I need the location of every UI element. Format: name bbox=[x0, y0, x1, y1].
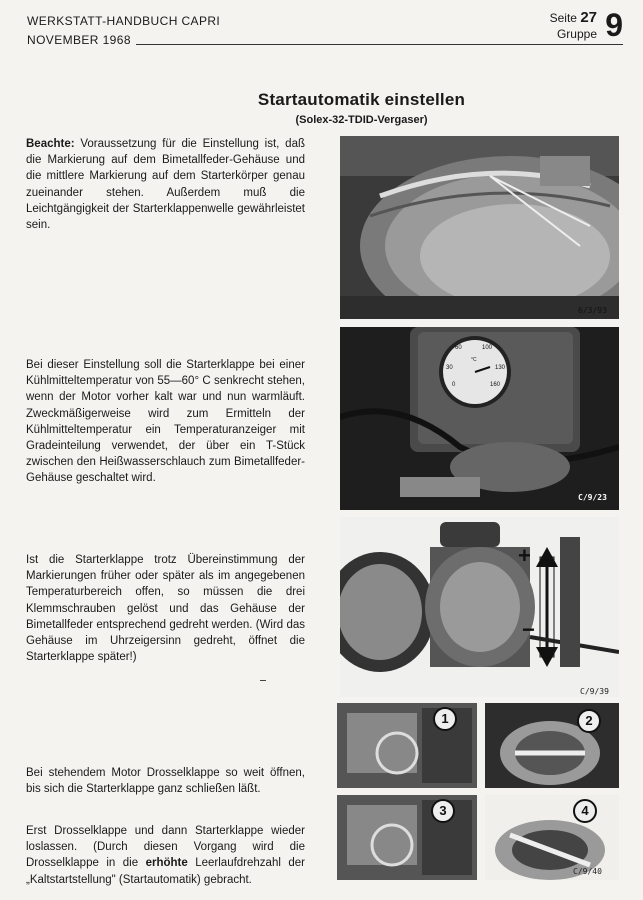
release-text-b: Leerlaufdrehzahl der „Kaltstartstellung" (Startautomatik) gebracht. bbox=[26, 857, 305, 886]
page-number: 27 bbox=[580, 9, 597, 26]
photo-step-4 bbox=[485, 795, 619, 880]
gauge-tick-130: 130 bbox=[495, 365, 506, 371]
manual-date: NOVEMBER 1968 bbox=[27, 33, 131, 47]
header-rule bbox=[136, 44, 623, 45]
figure-caption-3: C/9/39 bbox=[580, 687, 609, 696]
step-marker-4: 4 bbox=[573, 799, 597, 823]
paragraph-throttle: Bei stehendem Motor Drosselklappe so weit öffnen, bis sich die Starterklappe ganz schließen läßt. bbox=[26, 767, 305, 796]
figure-caption-1: 6/3/93 bbox=[578, 306, 607, 315]
gauge-unit: °C bbox=[471, 357, 477, 363]
gauge-tick-0: 0 bbox=[452, 382, 456, 388]
photo-bimetal-housing bbox=[340, 136, 619, 319]
photo-step-3 bbox=[337, 795, 477, 880]
gauge-tick-100: 100 bbox=[482, 345, 493, 351]
header-right bbox=[550, 10, 597, 42]
note-body: Voraussetzung für die Einstellung ist, daß die Markierung auf dem Bimetallfeder-Gehäuse und die mittlere Markierung auf dem Starterkörper genau zueinander stehen. Außerdem muß die Leichtgängigkeit der Starterklappenwelle gewährleistet sein. bbox=[26, 138, 305, 232]
paragraph-release bbox=[26, 823, 305, 888]
paragraph-adjustment: Ist die Starterklappe trotz Übereinstimmung der Markierungen früher oder später als im angegebenen Temperaturbereich offen, so müssen die drei Klemmschrauben gelöst und das Gehäuse der Bimetallfeder entsprechend gedreht werden. (Wird das Gehäuse im Uhrzeigersinn gedreht, öffnet die Starterklappe später!) bbox=[26, 554, 305, 664]
gauge-tick-30: 30 bbox=[446, 365, 453, 371]
note-lead: Beachte: bbox=[26, 138, 75, 150]
figure-caption-2: C/9/23 bbox=[578, 493, 607, 502]
minus-marker: − bbox=[522, 617, 535, 642]
step-marker-2: 2 bbox=[577, 709, 601, 733]
photo-step-2 bbox=[485, 703, 619, 788]
page-title: Startautomatik einstellen bbox=[257, 90, 466, 109]
step-marker-3: 3 bbox=[431, 799, 455, 823]
manual-title: WERKSTATT-HANDBUCH CAPRI bbox=[27, 14, 221, 28]
plus-marker: + bbox=[518, 543, 531, 568]
page-subtitle: (Solex-32-TDID-Vergaser) bbox=[295, 114, 428, 126]
step-marker-1: 1 bbox=[433, 707, 457, 731]
page-label: Seite bbox=[549, 11, 577, 25]
group-label: Gruppe bbox=[556, 27, 597, 41]
release-text-a: Erst Drosselklappe und dann Starterklappe wieder loslassen. (Durch diesen Vorgang wird die Drosselklappe in die bbox=[26, 825, 305, 870]
paragraph-note bbox=[26, 136, 305, 233]
photo-carburettor-adjust bbox=[340, 517, 619, 697]
gauge-tick-160: 160 bbox=[490, 382, 501, 388]
section-title bbox=[0, 90, 643, 126]
group-number: 9 bbox=[605, 7, 623, 43]
photo-step-1 bbox=[337, 703, 477, 788]
paragraph-temperature: Bei dieser Einstellung soll die Starterklappe bei einer Kühlmitteltemperatur von 55—60° C senkrecht stehen, wenn der Motor vorher kalt war und nun warmläuft. Zweckmäßigerweise wird zum Ermitteln der Kühlmitteltemperatur ein Temperaturanzeiger mit Gradeinteilung verwendet, der über ein T-Stück zwischen den Heißwasserschlauch zum Bimetallfeder-Gehäuse geschaltet wird. bbox=[26, 359, 305, 485]
separator-dash bbox=[260, 680, 266, 681]
figure-caption-4: C/9/40 bbox=[573, 867, 602, 876]
release-emphasis: erhöhte bbox=[145, 857, 188, 870]
photo-temperature-gauge bbox=[340, 327, 619, 510]
gauge-tick-60: 60 bbox=[455, 345, 462, 351]
